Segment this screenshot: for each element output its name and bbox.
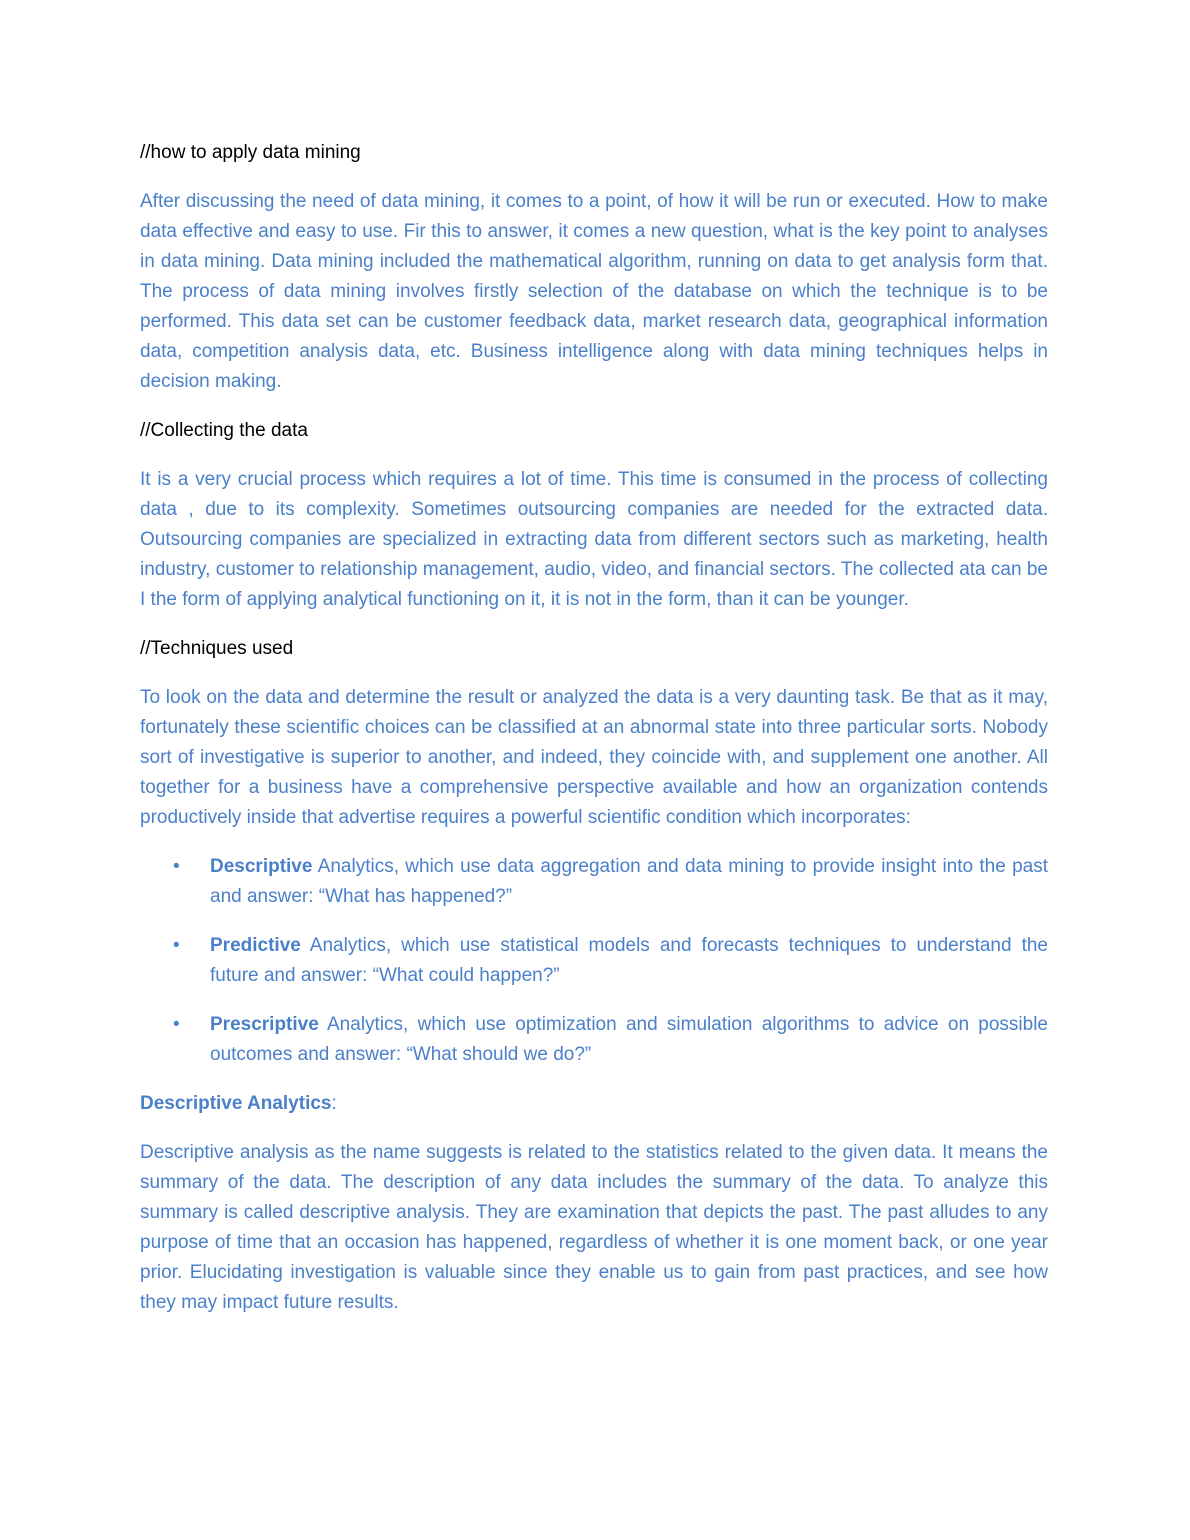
document-page: [140, 138, 1048, 1337]
bullet-prescriptive: [140, 1010, 1048, 1070]
paragraph-apply-data-mining: After discussing the need of data mining, it comes to a point, of how it will be run or executed. How to make data effective and easy to use. Fir this to answer, it comes a new question, what is the key point to analyses in data mining. Data mining included the mathematical algorithm, running on data to get analysis form that. The process of data mining involves firstly selection of the database on which the technique is to be performed. This data set can be customer feedback data, market research data, geographical information data, competition analysis data, etc. Business intelligence along with data mining techniques helps in decision making.: [140, 191, 1048, 392]
bullet-predictive: [140, 931, 1048, 991]
bullet-term: Descriptive: [210, 856, 313, 877]
descriptive-title: Descriptive Analytics: [140, 1093, 332, 1114]
bullet-marker: •: [173, 935, 180, 956]
bullet-marker: •: [173, 856, 180, 877]
bullet-text: Analytics, which use statistical models and forecasts techniques to understand the future and answer: “What could happen?”: [210, 935, 1048, 986]
bullet-descriptive: [140, 852, 1048, 912]
heading-techniques-used: //Techniques used: [140, 638, 294, 659]
heading-collecting-data: //Collecting the data: [140, 420, 308, 441]
bullet-marker: •: [173, 1014, 180, 1035]
paragraph-descriptive-analytics: Descriptive analysis as the name suggests is related to the statistics related to the given data. It means the summary of the data. The description of any data includes the summary of the data. To analyze this summary is called descriptive analysis. They are examination that depicts the past. The past alludes to any purpose of time that an occasion has happened, regardless of whether it is one moment back, or one year prior. Elucidating investigation is valuable since they enable us to gain from past practices, and see how they may impact future results.: [140, 1142, 1048, 1313]
analytics-bullet-list: [140, 852, 1048, 1070]
paragraph-collecting-data: It is a very crucial process which requires a lot of time. This time is consumed in the process of collecting data , due to its complexity. Sometimes outsourcing companies are needed for the extracted data. Outsourcing companies are specialized in extracting data from different sectors such as marketing, health industry, customer to relationship management, audio, video, and financial sectors. The collected ata can be I the form of applying analytical functioning on it, it is not in the form, than it can be younger.: [140, 469, 1048, 610]
heading-descriptive-analytics: [140, 1089, 1048, 1119]
bullet-term: Predictive: [210, 935, 301, 956]
heading-how-to-apply: //how to apply data mining: [140, 142, 361, 163]
descriptive-colon: :: [331, 1093, 337, 1114]
bullet-text: Analytics, which use optimization and simulation algorithms to advice on possible outcomes and answer: “What should we do?”: [210, 1014, 1048, 1065]
paragraph-techniques-used: To look on the data and determine the result or analyzed the data is a very daunting task. Be that as it may, fortunately these scientific choices can be classified at an abnormal state into three particular sorts. Nobody sort of investigative is superior to another, and indeed, they coincide with, and supplement one another. All together for a business have a comprehensive perspective available and how an organization contends productively inside that advertise requires a powerful scientific condition which incorporates:: [140, 687, 1048, 828]
bullet-term: Prescriptive: [210, 1014, 319, 1035]
bullet-text: Analytics, which use data aggregation and data mining to provide insight into the past and answer: “What has happened?”: [210, 856, 1048, 907]
